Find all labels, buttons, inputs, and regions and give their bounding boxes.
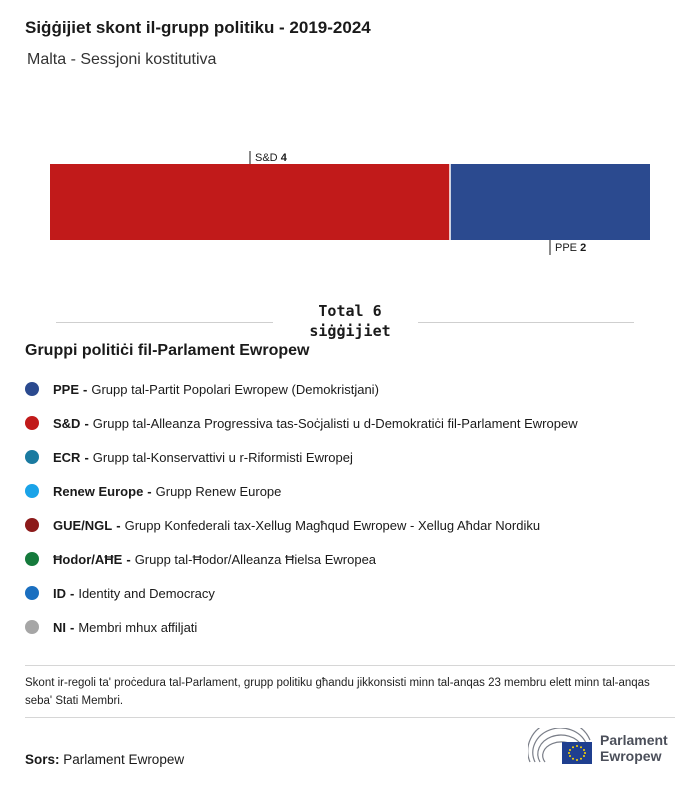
legend-color-dot	[25, 620, 39, 634]
bar-data-label: S&D 4	[255, 152, 287, 164]
legend-item	[25, 508, 578, 542]
legend-description: Grupp Renew Europe	[155, 483, 282, 499]
legend	[25, 372, 578, 644]
total-seats	[280, 301, 420, 341]
legend-abbr: Renew Europe	[53, 483, 144, 499]
european-parliament-logo	[528, 728, 668, 768]
legend-abbr: PPE	[53, 381, 80, 397]
logo-line1: Parlament	[600, 732, 668, 748]
legend-abbr: NI	[53, 619, 66, 635]
source	[25, 752, 184, 767]
legend-separator: -	[70, 619, 75, 635]
legend-separator: -	[83, 381, 88, 397]
legend-color-dot	[25, 552, 39, 566]
legend-color-dot	[25, 450, 39, 464]
legend-description: Grupp tal-Partit Popolari Ewropew (Demokristjani)	[91, 381, 379, 397]
bar-segment-ppe	[450, 164, 650, 240]
legend-item	[25, 610, 578, 644]
legend-abbr: ECR	[53, 449, 81, 465]
legend-abbr: S&D	[53, 415, 81, 431]
legend-separator: -	[116, 517, 121, 533]
legend-description: Grupp tal-Alleanza Progressiva tas-Soċjalisti u d-Demokratiċi fil-Parlament Ewropew	[92, 415, 578, 431]
bar-segment-sd	[50, 164, 450, 240]
legend-item	[25, 576, 578, 610]
total-seats-count: Total 6	[318, 302, 382, 320]
legend-description: Identity and Democracy	[78, 585, 215, 601]
legend-title: Gruppi politiċi fil-Parlament Ewropew	[25, 342, 310, 359]
legend-abbr: Ħodor/AĦE	[53, 551, 123, 567]
legend-description: Grupp tal-Ħodor/Alleanza Ħielsa Ewropea	[134, 551, 377, 567]
chart-title: Siġġijiet skont il-grupp politiku - 2019-2024	[25, 18, 371, 37]
legend-item	[25, 474, 578, 508]
total-divider-right	[418, 322, 634, 323]
legend-item	[25, 406, 578, 440]
chart-subtitle: Malta - Sessjoni kostitutiva	[27, 51, 217, 68]
stacked-seat-bar-chart	[0, 140, 700, 260]
legend-color-dot	[25, 416, 39, 430]
divider-top	[25, 665, 675, 666]
legend-color-dot	[25, 586, 39, 600]
legend-description: Grupp tal-Konservattivi u r-Riformisti Ewropej	[92, 449, 353, 465]
legend-item	[25, 372, 578, 406]
legend-item	[25, 542, 578, 576]
legend-color-dot	[25, 484, 39, 498]
legend-abbr: ID	[53, 585, 66, 601]
legend-separator: -	[147, 483, 152, 499]
total-divider-left	[56, 322, 273, 323]
legend-color-dot	[25, 518, 39, 532]
legend-separator: -	[84, 449, 89, 465]
legend-item	[25, 440, 578, 474]
legend-abbr: GUE/NGL	[53, 517, 113, 533]
parliament-hemicycle-icon	[528, 728, 594, 768]
legend-color-dot	[25, 382, 39, 396]
legend-description: Grupp Konfederali tax-Xellug Magħqud Ewropew - Xellug Aħdar Nordiku	[124, 517, 541, 533]
source-value: Parlament Ewropew	[63, 752, 185, 767]
footnote: Skont ir-regoli ta' proċedura tal-Parlament, grupp politiku għandu jikkonsisti minn tal-anqas 23 membru elett minn tal-anqas seba' Stati Membri.	[25, 677, 650, 707]
source-label: Sors:	[25, 752, 60, 767]
legend-separator: -	[126, 551, 131, 567]
legend-separator: -	[84, 415, 89, 431]
logo-line2: Ewropew	[600, 748, 662, 764]
legend-separator: -	[70, 585, 75, 601]
legend-description: Membri mhux affiljati	[78, 619, 198, 635]
divider-bottom	[25, 717, 675, 718]
total-seats-unit: siġġijiet	[309, 322, 391, 340]
bar-data-label: PPE 2	[555, 242, 587, 254]
